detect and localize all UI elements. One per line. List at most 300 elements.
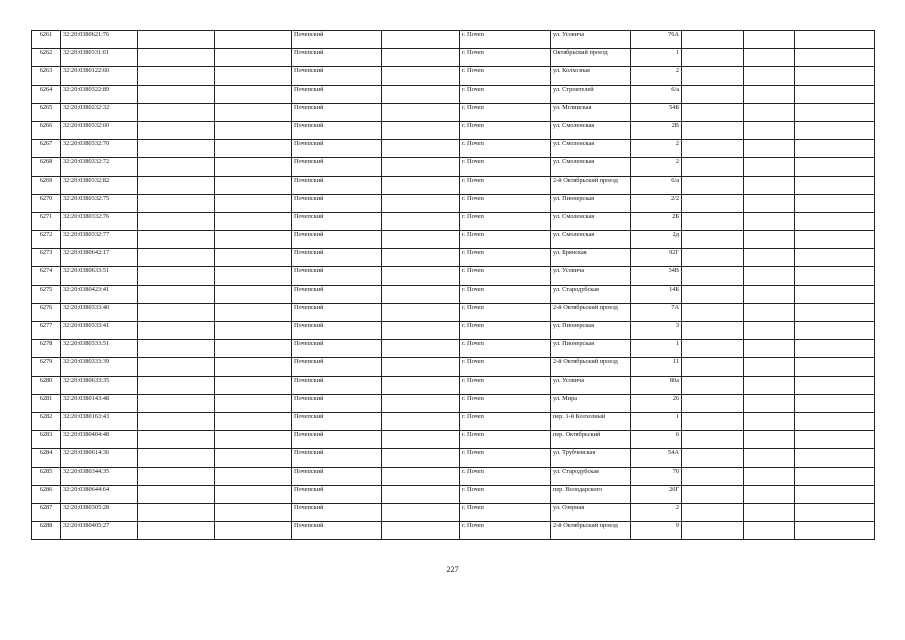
cell-empty xyxy=(215,231,292,249)
cell-empty xyxy=(744,522,795,540)
cell-locality: г. Почеп xyxy=(460,267,551,285)
cell-locality: г. Почеп xyxy=(460,249,551,267)
cell-empty xyxy=(682,394,744,412)
cell-no: 6263 xyxy=(32,67,61,85)
cell-empty xyxy=(682,231,744,249)
cell-no: 6278 xyxy=(32,340,61,358)
cell-empty xyxy=(795,194,875,212)
cell-empty xyxy=(382,31,460,49)
cell-empty xyxy=(215,194,292,212)
cell-empty xyxy=(215,31,292,49)
cell-house: 14Б xyxy=(631,285,682,303)
cell-cadastral: 32:20:0380122:60 xyxy=(61,67,138,85)
cell-district: Почепский xyxy=(292,467,382,485)
cell-district: Почепский xyxy=(292,522,382,540)
cell-empty xyxy=(382,158,460,176)
cell-house: 2Б xyxy=(631,212,682,230)
cell-house: 2В xyxy=(631,121,682,139)
cell-empty xyxy=(138,322,215,340)
cell-empty xyxy=(682,376,744,394)
cell-empty xyxy=(795,358,875,376)
cell-no: 6281 xyxy=(32,394,61,412)
table-row xyxy=(32,431,875,449)
cell-empty xyxy=(382,412,460,430)
cell-no: 6261 xyxy=(32,31,61,49)
cell-street: ул. Смоленская xyxy=(551,158,631,176)
cell-no: 6276 xyxy=(32,303,61,321)
cell-locality: г. Почеп xyxy=(460,67,551,85)
cell-empty xyxy=(795,176,875,194)
cell-empty xyxy=(682,449,744,467)
cell-empty xyxy=(215,212,292,230)
cell-cadastral: 32:20:0380423:41 xyxy=(61,285,138,303)
cell-cadastral: 32:20:0380305:28 xyxy=(61,503,138,521)
cell-house: 92Г xyxy=(631,249,682,267)
cell-empty xyxy=(138,394,215,412)
cell-empty xyxy=(215,412,292,430)
cell-empty xyxy=(795,158,875,176)
cell-empty xyxy=(138,140,215,158)
cell-street: ул. Пионерская xyxy=(551,194,631,212)
cell-cadastral: 32:20:0380633:51 xyxy=(61,267,138,285)
cell-street: ул. Брянская xyxy=(551,249,631,267)
cell-empty xyxy=(382,394,460,412)
cell-cadastral: 32:20:0380232:32 xyxy=(61,103,138,121)
cell-empty xyxy=(795,394,875,412)
cell-empty xyxy=(138,485,215,503)
table-row xyxy=(32,303,875,321)
cell-no: 6282 xyxy=(32,412,61,430)
cell-district: Почепский xyxy=(292,249,382,267)
cell-empty xyxy=(138,285,215,303)
cell-district: Почепский xyxy=(292,49,382,67)
cell-empty xyxy=(682,267,744,285)
cell-district: Почепский xyxy=(292,176,382,194)
cell-empty xyxy=(682,412,744,430)
registry-table-body xyxy=(32,31,875,540)
cell-district: Почепский xyxy=(292,212,382,230)
cell-empty xyxy=(795,103,875,121)
cell-empty xyxy=(138,212,215,230)
cell-cadastral: 32:20:0380333:41 xyxy=(61,322,138,340)
cell-empty xyxy=(382,503,460,521)
cell-empty xyxy=(138,376,215,394)
cell-empty xyxy=(682,121,744,139)
cell-street: ул. Стародубская xyxy=(551,285,631,303)
table-row xyxy=(32,85,875,103)
cell-house: 1 xyxy=(631,412,682,430)
cell-empty xyxy=(215,522,292,540)
cell-empty xyxy=(215,322,292,340)
cell-street: ул. Пионерская xyxy=(551,322,631,340)
cell-house: 54А xyxy=(631,449,682,467)
cell-cadastral: 32:20:0380331:61 xyxy=(61,49,138,67)
cell-empty xyxy=(795,85,875,103)
cell-empty xyxy=(795,31,875,49)
cell-empty xyxy=(795,212,875,230)
table-row xyxy=(32,285,875,303)
cell-district: Почепский xyxy=(292,485,382,503)
cell-empty xyxy=(138,194,215,212)
cell-empty xyxy=(744,49,795,67)
cell-empty xyxy=(682,485,744,503)
cell-empty xyxy=(744,249,795,267)
cell-empty xyxy=(682,212,744,230)
cell-empty xyxy=(215,503,292,521)
cell-locality: г. Почеп xyxy=(460,394,551,412)
cell-house: 9 xyxy=(631,522,682,540)
cell-street: ул. Усовича xyxy=(551,31,631,49)
table-row xyxy=(32,231,875,249)
cell-empty xyxy=(215,176,292,194)
cell-empty xyxy=(744,285,795,303)
cell-empty xyxy=(138,340,215,358)
cell-empty xyxy=(215,431,292,449)
cell-empty xyxy=(795,231,875,249)
cell-no: 6270 xyxy=(32,194,61,212)
cell-empty xyxy=(795,485,875,503)
cell-empty xyxy=(215,485,292,503)
cell-locality: г. Почеп xyxy=(460,121,551,139)
cell-empty xyxy=(682,85,744,103)
cell-empty xyxy=(215,67,292,85)
cell-empty xyxy=(215,303,292,321)
cell-district: Почепский xyxy=(292,31,382,49)
cell-street: ул. Смоленская xyxy=(551,121,631,139)
cell-empty xyxy=(795,376,875,394)
cell-no: 6268 xyxy=(32,158,61,176)
cell-empty xyxy=(138,158,215,176)
cell-house: 6/а xyxy=(631,176,682,194)
cell-empty xyxy=(215,449,292,467)
cell-empty xyxy=(682,522,744,540)
cell-empty xyxy=(795,121,875,139)
cell-no: 6284 xyxy=(32,449,61,467)
table-row xyxy=(32,194,875,212)
cell-empty xyxy=(682,303,744,321)
cell-empty xyxy=(215,103,292,121)
cell-no: 6280 xyxy=(32,376,61,394)
cell-street: ул. Усовича xyxy=(551,267,631,285)
cell-empty xyxy=(744,231,795,249)
cell-empty xyxy=(138,467,215,485)
cell-locality: г. Почеп xyxy=(460,340,551,358)
cell-district: Почепский xyxy=(292,322,382,340)
cell-empty xyxy=(795,285,875,303)
cell-empty xyxy=(795,67,875,85)
cell-cadastral: 32:20:0380614:36 xyxy=(61,449,138,467)
cell-house: 26 xyxy=(631,394,682,412)
cell-no: 6265 xyxy=(32,103,61,121)
cell-no: 6277 xyxy=(32,322,61,340)
cell-empty xyxy=(744,431,795,449)
cell-district: Почепский xyxy=(292,267,382,285)
cell-empty xyxy=(138,85,215,103)
cell-locality: г. Почеп xyxy=(460,412,551,430)
cell-empty xyxy=(744,485,795,503)
cell-empty xyxy=(682,67,744,85)
table-row xyxy=(32,412,875,430)
cell-empty xyxy=(382,467,460,485)
cell-street: ул. Озерная xyxy=(551,503,631,521)
cell-house: 3 xyxy=(631,322,682,340)
cell-empty xyxy=(138,358,215,376)
table-row xyxy=(32,522,875,540)
cell-locality: г. Почеп xyxy=(460,31,551,49)
cell-no: 6269 xyxy=(32,176,61,194)
cell-empty xyxy=(744,412,795,430)
cell-district: Почепский xyxy=(292,376,382,394)
cell-empty xyxy=(744,303,795,321)
cell-district: Почепский xyxy=(292,431,382,449)
cell-empty xyxy=(138,176,215,194)
cell-empty xyxy=(795,267,875,285)
cell-locality: г. Почеп xyxy=(460,303,551,321)
cell-cadastral: 32:20:0380644:64 xyxy=(61,485,138,503)
cell-cadastral: 32:20:0380332:76 xyxy=(61,212,138,230)
cell-district: Почепский xyxy=(292,194,382,212)
cell-no: 6274 xyxy=(32,267,61,285)
cell-house: 54Б xyxy=(631,103,682,121)
cell-no: 6271 xyxy=(32,212,61,230)
cell-empty xyxy=(744,140,795,158)
cell-cadastral: 32:20:0380332:82 xyxy=(61,176,138,194)
cell-empty xyxy=(682,249,744,267)
cell-empty xyxy=(215,158,292,176)
cell-empty xyxy=(138,522,215,540)
cell-district: Почепский xyxy=(292,103,382,121)
cell-street: ул. Колхозная xyxy=(551,67,631,85)
cell-cadastral: 32:20:0380633:35 xyxy=(61,376,138,394)
cell-district: Почепский xyxy=(292,449,382,467)
cell-empty xyxy=(138,121,215,139)
cell-street: 2-й Октябрьский проезд xyxy=(551,176,631,194)
cell-empty xyxy=(382,431,460,449)
cell-empty xyxy=(744,267,795,285)
cell-locality: г. Почеп xyxy=(460,158,551,176)
cell-empty xyxy=(382,212,460,230)
cell-empty xyxy=(795,449,875,467)
cell-district: Почепский xyxy=(292,340,382,358)
registry-table xyxy=(31,30,875,540)
cell-empty xyxy=(215,376,292,394)
cell-street: пер. 1-й Колхозный xyxy=(551,412,631,430)
cell-locality: г. Почеп xyxy=(460,85,551,103)
cell-empty xyxy=(138,412,215,430)
cell-empty xyxy=(744,394,795,412)
cell-empty xyxy=(382,140,460,158)
cell-street: ул. Стародубская xyxy=(551,467,631,485)
cell-empty xyxy=(215,121,292,139)
cell-empty xyxy=(744,212,795,230)
cell-empty xyxy=(138,103,215,121)
cell-empty xyxy=(215,249,292,267)
cell-no: 6279 xyxy=(32,358,61,376)
cell-empty xyxy=(382,267,460,285)
cell-locality: г. Почеп xyxy=(460,231,551,249)
table-row xyxy=(32,49,875,67)
cell-empty xyxy=(795,140,875,158)
cell-house: 6 xyxy=(631,431,682,449)
cell-empty xyxy=(682,31,744,49)
cell-empty xyxy=(382,322,460,340)
cell-house: 2 xyxy=(631,158,682,176)
table-row xyxy=(32,485,875,503)
cell-empty xyxy=(795,503,875,521)
cell-empty xyxy=(744,176,795,194)
cell-empty xyxy=(795,522,875,540)
page-number: 227 xyxy=(446,565,459,574)
cell-empty xyxy=(795,431,875,449)
cell-empty xyxy=(138,503,215,521)
cell-house: 7А xyxy=(631,303,682,321)
cell-empty xyxy=(138,67,215,85)
cell-house: 34В xyxy=(631,267,682,285)
cell-street: 2-й Октябрьский проезд xyxy=(551,522,631,540)
cell-house: 11 xyxy=(631,358,682,376)
cell-district: Почепский xyxy=(292,67,382,85)
cell-empty xyxy=(138,249,215,267)
cell-house: 1 xyxy=(631,340,682,358)
cell-cadastral: 32:20:0380332:75 xyxy=(61,194,138,212)
cell-district: Почепский xyxy=(292,303,382,321)
cell-district: Почепский xyxy=(292,231,382,249)
cell-cadastral: 32:20:0380344:35 xyxy=(61,467,138,485)
cell-empty xyxy=(382,49,460,67)
cell-district: Почепский xyxy=(292,358,382,376)
cell-street: ул. Мглинская xyxy=(551,103,631,121)
cell-empty xyxy=(215,267,292,285)
cell-street: ул. Строителей xyxy=(551,85,631,103)
table-row xyxy=(32,121,875,139)
cell-no: 6283 xyxy=(32,431,61,449)
cell-street: ул. Пионерская xyxy=(551,340,631,358)
cell-house: 70 xyxy=(631,467,682,485)
cell-locality: г. Почеп xyxy=(460,49,551,67)
cell-cadastral: 32:20:0380333:39 xyxy=(61,358,138,376)
cell-empty xyxy=(795,249,875,267)
cell-empty xyxy=(682,285,744,303)
cell-empty xyxy=(744,103,795,121)
cell-house: 20Г xyxy=(631,485,682,503)
cell-empty xyxy=(795,49,875,67)
cell-empty xyxy=(682,158,744,176)
cell-street: 2-й Октябрьский проезд xyxy=(551,303,631,321)
cell-empty xyxy=(744,85,795,103)
table-row xyxy=(32,67,875,85)
cell-empty xyxy=(744,467,795,485)
cell-empty xyxy=(215,394,292,412)
cell-street: ул. Трубчевская xyxy=(551,449,631,467)
cell-empty xyxy=(382,449,460,467)
table-row xyxy=(32,358,875,376)
cell-district: Почепский xyxy=(292,412,382,430)
cell-no: 6266 xyxy=(32,121,61,139)
cell-empty xyxy=(795,412,875,430)
cell-no: 6272 xyxy=(32,231,61,249)
cell-cadastral: 32:20:0380332:70 xyxy=(61,140,138,158)
cell-locality: г. Почеп xyxy=(460,194,551,212)
table-row xyxy=(32,158,875,176)
table-row xyxy=(32,176,875,194)
cell-empty xyxy=(382,303,460,321)
cell-district: Почепский xyxy=(292,503,382,521)
cell-empty xyxy=(138,431,215,449)
cell-locality: г. Почеп xyxy=(460,322,551,340)
table-row xyxy=(32,340,875,358)
cell-empty xyxy=(682,49,744,67)
cell-cadastral: 32:20:0380333:40 xyxy=(61,303,138,321)
cell-cadastral: 32:20:0380642:17 xyxy=(61,249,138,267)
cell-empty xyxy=(682,176,744,194)
cell-locality: г. Почеп xyxy=(460,176,551,194)
cell-house: 2д xyxy=(631,231,682,249)
cell-empty xyxy=(138,303,215,321)
cell-house: 2 xyxy=(631,503,682,521)
cell-cadastral: 32:20:0380143:48 xyxy=(61,394,138,412)
cell-cadastral: 32:20:0380621:76 xyxy=(61,31,138,49)
cell-empty xyxy=(215,49,292,67)
cell-empty xyxy=(744,449,795,467)
cell-empty xyxy=(138,267,215,285)
cell-no: 6262 xyxy=(32,49,61,67)
cell-house: 6/а xyxy=(631,85,682,103)
cell-empty xyxy=(795,340,875,358)
cell-empty xyxy=(382,376,460,394)
cell-no: 6264 xyxy=(32,85,61,103)
table-row xyxy=(32,267,875,285)
cell-street: Октябрьский проезд xyxy=(551,49,631,67)
cell-cadastral: 32:20:0380163:43 xyxy=(61,412,138,430)
cell-empty xyxy=(682,140,744,158)
cell-locality: г. Почеп xyxy=(460,485,551,503)
table-row xyxy=(32,394,875,412)
cell-empty xyxy=(744,194,795,212)
cell-empty xyxy=(382,194,460,212)
cell-empty xyxy=(382,85,460,103)
cell-district: Почепский xyxy=(292,121,382,139)
cell-no: 6273 xyxy=(32,249,61,267)
cell-cadastral: 32:20:0380333:51 xyxy=(61,340,138,358)
cell-empty xyxy=(682,358,744,376)
cell-street: пер. Октябрьский xyxy=(551,431,631,449)
cell-no: 6288 xyxy=(32,522,61,540)
cell-empty xyxy=(215,358,292,376)
cell-no: 6275 xyxy=(32,285,61,303)
cell-empty xyxy=(215,340,292,358)
cell-cadastral: 32:20:0380404:48 xyxy=(61,431,138,449)
cell-empty xyxy=(382,67,460,85)
cell-locality: г. Почеп xyxy=(460,140,551,158)
table-row xyxy=(32,103,875,121)
cell-empty xyxy=(382,103,460,121)
cell-empty xyxy=(682,467,744,485)
cell-house: 1 xyxy=(631,49,682,67)
cell-locality: г. Почеп xyxy=(460,449,551,467)
cell-empty xyxy=(744,340,795,358)
cell-empty xyxy=(744,121,795,139)
cell-empty xyxy=(382,285,460,303)
table-row xyxy=(32,449,875,467)
cell-empty xyxy=(682,503,744,521)
cell-street: ул. Смоленская xyxy=(551,140,631,158)
cell-empty xyxy=(795,322,875,340)
cell-empty xyxy=(215,85,292,103)
cell-empty xyxy=(138,231,215,249)
cell-street: ул. Усовича xyxy=(551,376,631,394)
cell-locality: г. Почеп xyxy=(460,503,551,521)
cell-empty xyxy=(215,140,292,158)
